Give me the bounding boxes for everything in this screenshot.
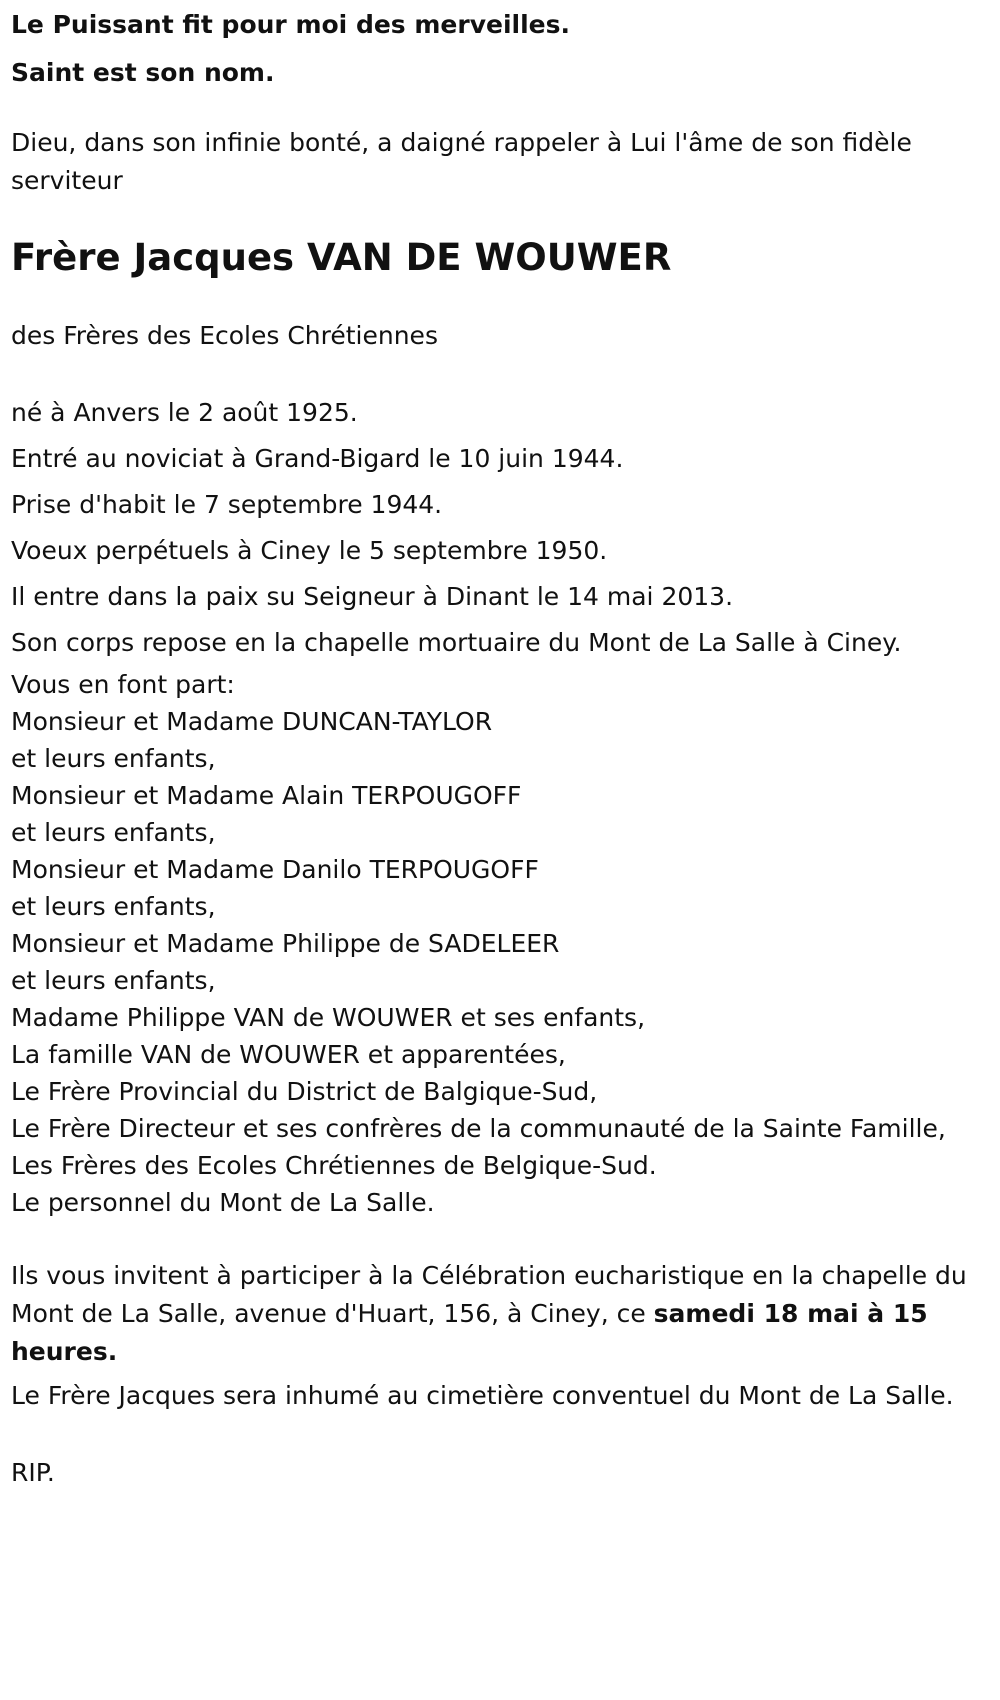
family-line: Monsieur et Madame DUNCAN-TAYLOR	[11, 707, 493, 736]
family-line: Les Frères des Ecoles Chrétiennes de Belgique-Sud.	[11, 1151, 657, 1180]
fact-habit: Prise d'habit le 7 septembre 1944.	[11, 490, 443, 519]
burial-notice: Le Frère Jacques sera inhumé au cimetière conventuel du Mont de La Salle.	[11, 1381, 954, 1410]
closing-rip: RIP.	[11, 1458, 55, 1487]
invitation-text: Ils vous invitent à participer à la Célébration eucharistique en la chapelle du Mont de La Salle, avenue d'Huart, 156, à Ciney, ce	[11, 1261, 967, 1328]
family-line: Le Frère Directeur et ses confrères de la communauté de la Sainte Famille,	[11, 1114, 946, 1143]
fact-repose: Son corps repose en la chapelle mortuaire du Mont de La Salle à Ciney.	[11, 628, 902, 657]
family-line: Monsieur et Madame Alain TERPOUGOFF	[11, 781, 522, 810]
invitation-date: samedi 18 mai à 15 heures.	[11, 1299, 928, 1366]
fact-birth: né à Anvers le 2 août 1925.	[11, 398, 358, 427]
family-line: Monsieur et Madame Philippe de SADELEER	[11, 929, 560, 958]
family-line: et leurs enfants,	[11, 744, 216, 773]
family-announcement	[11, 666, 1000, 1221]
motto-line-1: Le Puissant fit pour moi des merveilles.	[11, 10, 571, 39]
biography-facts	[11, 390, 1000, 666]
motto-line-2: Saint est son nom.	[11, 58, 275, 87]
family-line: Madame Philippe VAN de WOUWER et ses enfants,	[11, 1003, 646, 1032]
intro-text: Dieu, dans son infinie bonté, a daigné rappeler à Lui l'âme de son fidèle serviteur	[11, 128, 912, 195]
deceased-name: Frère Jacques VAN DE WOUWER	[11, 236, 672, 279]
fact-novitiate: Entré au noviciat à Grand-Bigard le 10 juin 1944.	[11, 444, 624, 473]
mass-invitation	[11, 1257, 1000, 1371]
family-line: et leurs enfants,	[11, 818, 216, 847]
family-line: et leurs enfants,	[11, 966, 216, 995]
family-line: Le personnel du Mont de La Salle.	[11, 1188, 435, 1217]
family-line: La famille VAN de WOUWER et apparentées,	[11, 1040, 566, 1069]
fact-death: Il entre dans la paix su Seigneur à Dinant le 14 mai 2013.	[11, 582, 734, 611]
family-line: Le Frère Provincial du District de Balgique-Sud,	[11, 1077, 598, 1106]
family-line: Monsieur et Madame Danilo TERPOUGOFF	[11, 855, 539, 884]
family-line: Vous en font part:	[11, 670, 235, 699]
motto-block	[11, 0, 1000, 96]
religious-order: des Frères des Ecoles Chrétiennes	[11, 321, 438, 350]
fact-vows: Voeux perpétuels à Ciney le 5 septembre 1950.	[11, 536, 608, 565]
family-line: et leurs enfants,	[11, 892, 216, 921]
